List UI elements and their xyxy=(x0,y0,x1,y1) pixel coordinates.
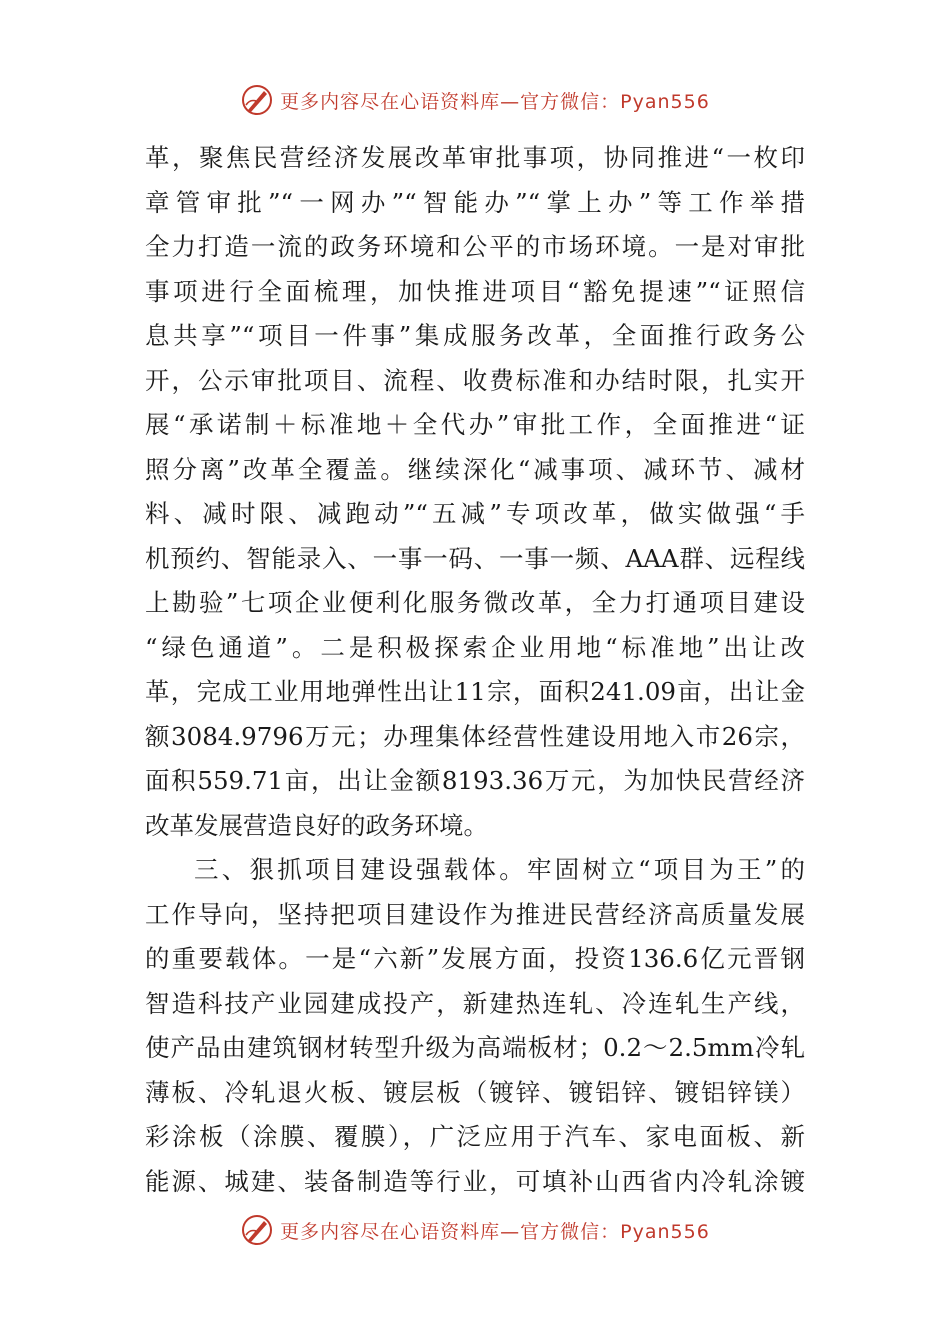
text-line: 全力打造一流的政务环境和公平的市场环境。一是对审批 xyxy=(145,232,805,261)
text-line: 革，完成工业用地弹性出让11宗，面积241.09亩，出让金 xyxy=(145,677,805,706)
text-line: 上勘验”七项企业便利化服务微改革，全力打通项目建设 xyxy=(145,588,805,617)
text-line: 机预约、智能录入、一事一码、一事一频、AAA群、远程线 xyxy=(145,543,805,573)
text-line: 革，聚焦民营经济发展改革审批事项，协同推进“一枚印 xyxy=(145,143,805,172)
text-line: 薄板、冷轧退火板、镀层板（镀锌、镀铝锌、镀铝锌镁） xyxy=(145,1077,805,1107)
text-line: 额3084.9796万元；办理集体经营性建设用地入市26宗， xyxy=(145,721,805,751)
paragraph-end-line: 改革发展营造良好的政务环境。 xyxy=(145,810,488,840)
header-banner xyxy=(0,80,950,120)
document-body xyxy=(145,136,805,1204)
text-line: 面积559.71亩，出让金额8193.36万元，为加快民营经济 xyxy=(145,766,805,795)
text-line: 息共享”“项目一件事”集成服务改革，全面推行政务公 xyxy=(145,321,805,350)
text-line: 事项进行全面梳理，加快推进项目“豁免提速”“证照信 xyxy=(145,276,805,306)
quill-logo-icon xyxy=(240,1213,274,1247)
text-line: 智造科技产业园建成投产，新建热连轧、冷连轧生产线， xyxy=(145,988,805,1018)
text-line: 照分离”改革全覆盖。继续深化“减事项、减环节、减材 xyxy=(145,454,805,484)
text-line: “绿色通道”。二是积极探索企业用地“标准地”出让改 xyxy=(145,632,805,662)
text-line: 的重要载体。一是“六新”发展方面，投资136.6亿元晋钢 xyxy=(145,944,805,973)
banner-text: 更多内容尽在心语资料库—官方微信：Pyan556 xyxy=(280,90,710,113)
text-line: 彩涂板（涂膜、覆膜），广泛应用于汽车、家电面板、新 xyxy=(145,1122,805,1151)
banner-text: 更多内容尽在心语资料库—官方微信：Pyan556 xyxy=(280,1220,710,1243)
text-line: 工作导向，坚持把项目建设作为推进民营经济高质量发展 xyxy=(145,899,805,929)
text-line: 章管审批”“一网办”“智能办”“掌上办”等工作举措 xyxy=(145,187,805,217)
quill-logo-icon xyxy=(240,83,274,117)
text-line: 料、减时限、减跑动”“五减”专项改革，做实做强“手 xyxy=(145,499,805,528)
text-line: 开，公示审批项目、流程、收费标准和办结时限，扎实开 xyxy=(145,365,805,395)
text-line: 展“承诺制＋标准地＋全代办”审批工作，全面推进“证 xyxy=(145,410,805,439)
text-line: 使产品由建筑钢材转型升级为高端板材；0.2～2.5mm冷轧 xyxy=(145,1033,805,1062)
section-heading-line: 三、狠抓项目建设强载体。牢固树立“项目为王”的 xyxy=(194,855,805,884)
footer-banner xyxy=(0,1210,950,1250)
text-line: 能源、城建、装备制造等行业，可填补山西省内冷轧涂镀 xyxy=(145,1166,805,1196)
